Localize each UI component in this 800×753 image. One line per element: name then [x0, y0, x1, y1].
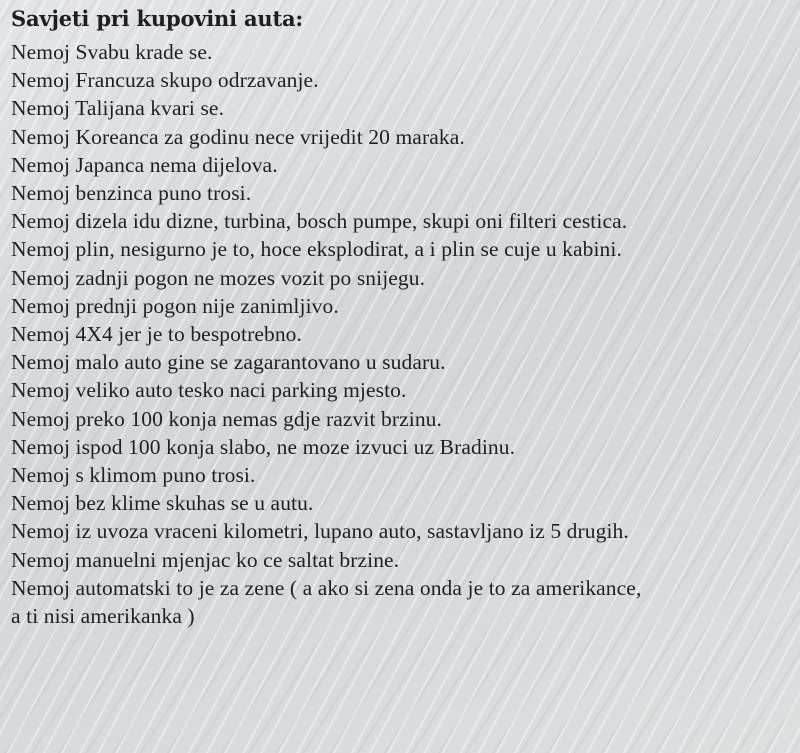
tip-line: Nemoj prednji pogon nije zanimljivo. — [11, 293, 339, 318]
tip-line: Nemoj automatski to je za zene ( a ako si zena onda je to za amerikance, — [11, 575, 642, 600]
tip-line: Nemoj 4X4 jer je to bespotrebno. — [11, 322, 302, 347]
tip-line: Nemoj Francuza skupo odrzavanje. — [11, 68, 319, 93]
tip-line: Nemoj malo auto gine se zagarantovano u sudaru. — [11, 350, 446, 375]
tip-line: Nemoj plin, nesigurno je to, hoce eksplodirat, a i plin se cuje u kabini. — [11, 237, 622, 262]
tip-line: Nemoj s klimom puno trosi. — [11, 463, 256, 488]
tip-line: Nemoj Svabu krade se. — [11, 40, 213, 64]
tip-line: Nemoj manuelni mjenjac ko ce saltat brzine. — [11, 547, 400, 572]
tip-line: Nemoj bez klime skuhas se u autu. — [11, 491, 314, 516]
tip-line: Nemoj veliko auto tesko naci parking mjesto. — [11, 378, 407, 403]
document-title: Savjeti pri kupovini auta: — [11, 6, 303, 31]
tips-list — [11, 38, 641, 630]
tip-line: Nemoj zadnji pogon ne mozes vozit po snijegu. — [11, 265, 426, 290]
tip-line: a ti nisi amerikanka ) — [11, 604, 195, 629]
tip-line: Nemoj dizela idu dizne, turbina, bosch pumpe, skupi oni filteri cestica. — [11, 209, 628, 234]
tip-line: Nemoj Talijana kvari se. — [11, 96, 225, 121]
tip-line: Nemoj Japanca nema dijelova. — [11, 152, 278, 177]
tip-line: Nemoj preko 100 konja nemas gdje razvit brzinu. — [11, 406, 442, 431]
tip-line: Nemoj ispod 100 konja slabo, ne moze izvuci uz Bradinu. — [11, 434, 516, 459]
tip-line: Nemoj iz uvoza vraceni kilometri, lupano auto, sastavljano iz 5 drugih. — [11, 519, 629, 544]
tip-line: Nemoj benzinca puno trosi. — [11, 181, 252, 206]
tip-line: Nemoj Koreanca za godinu nece vrijedit 20 maraka. — [11, 124, 465, 149]
